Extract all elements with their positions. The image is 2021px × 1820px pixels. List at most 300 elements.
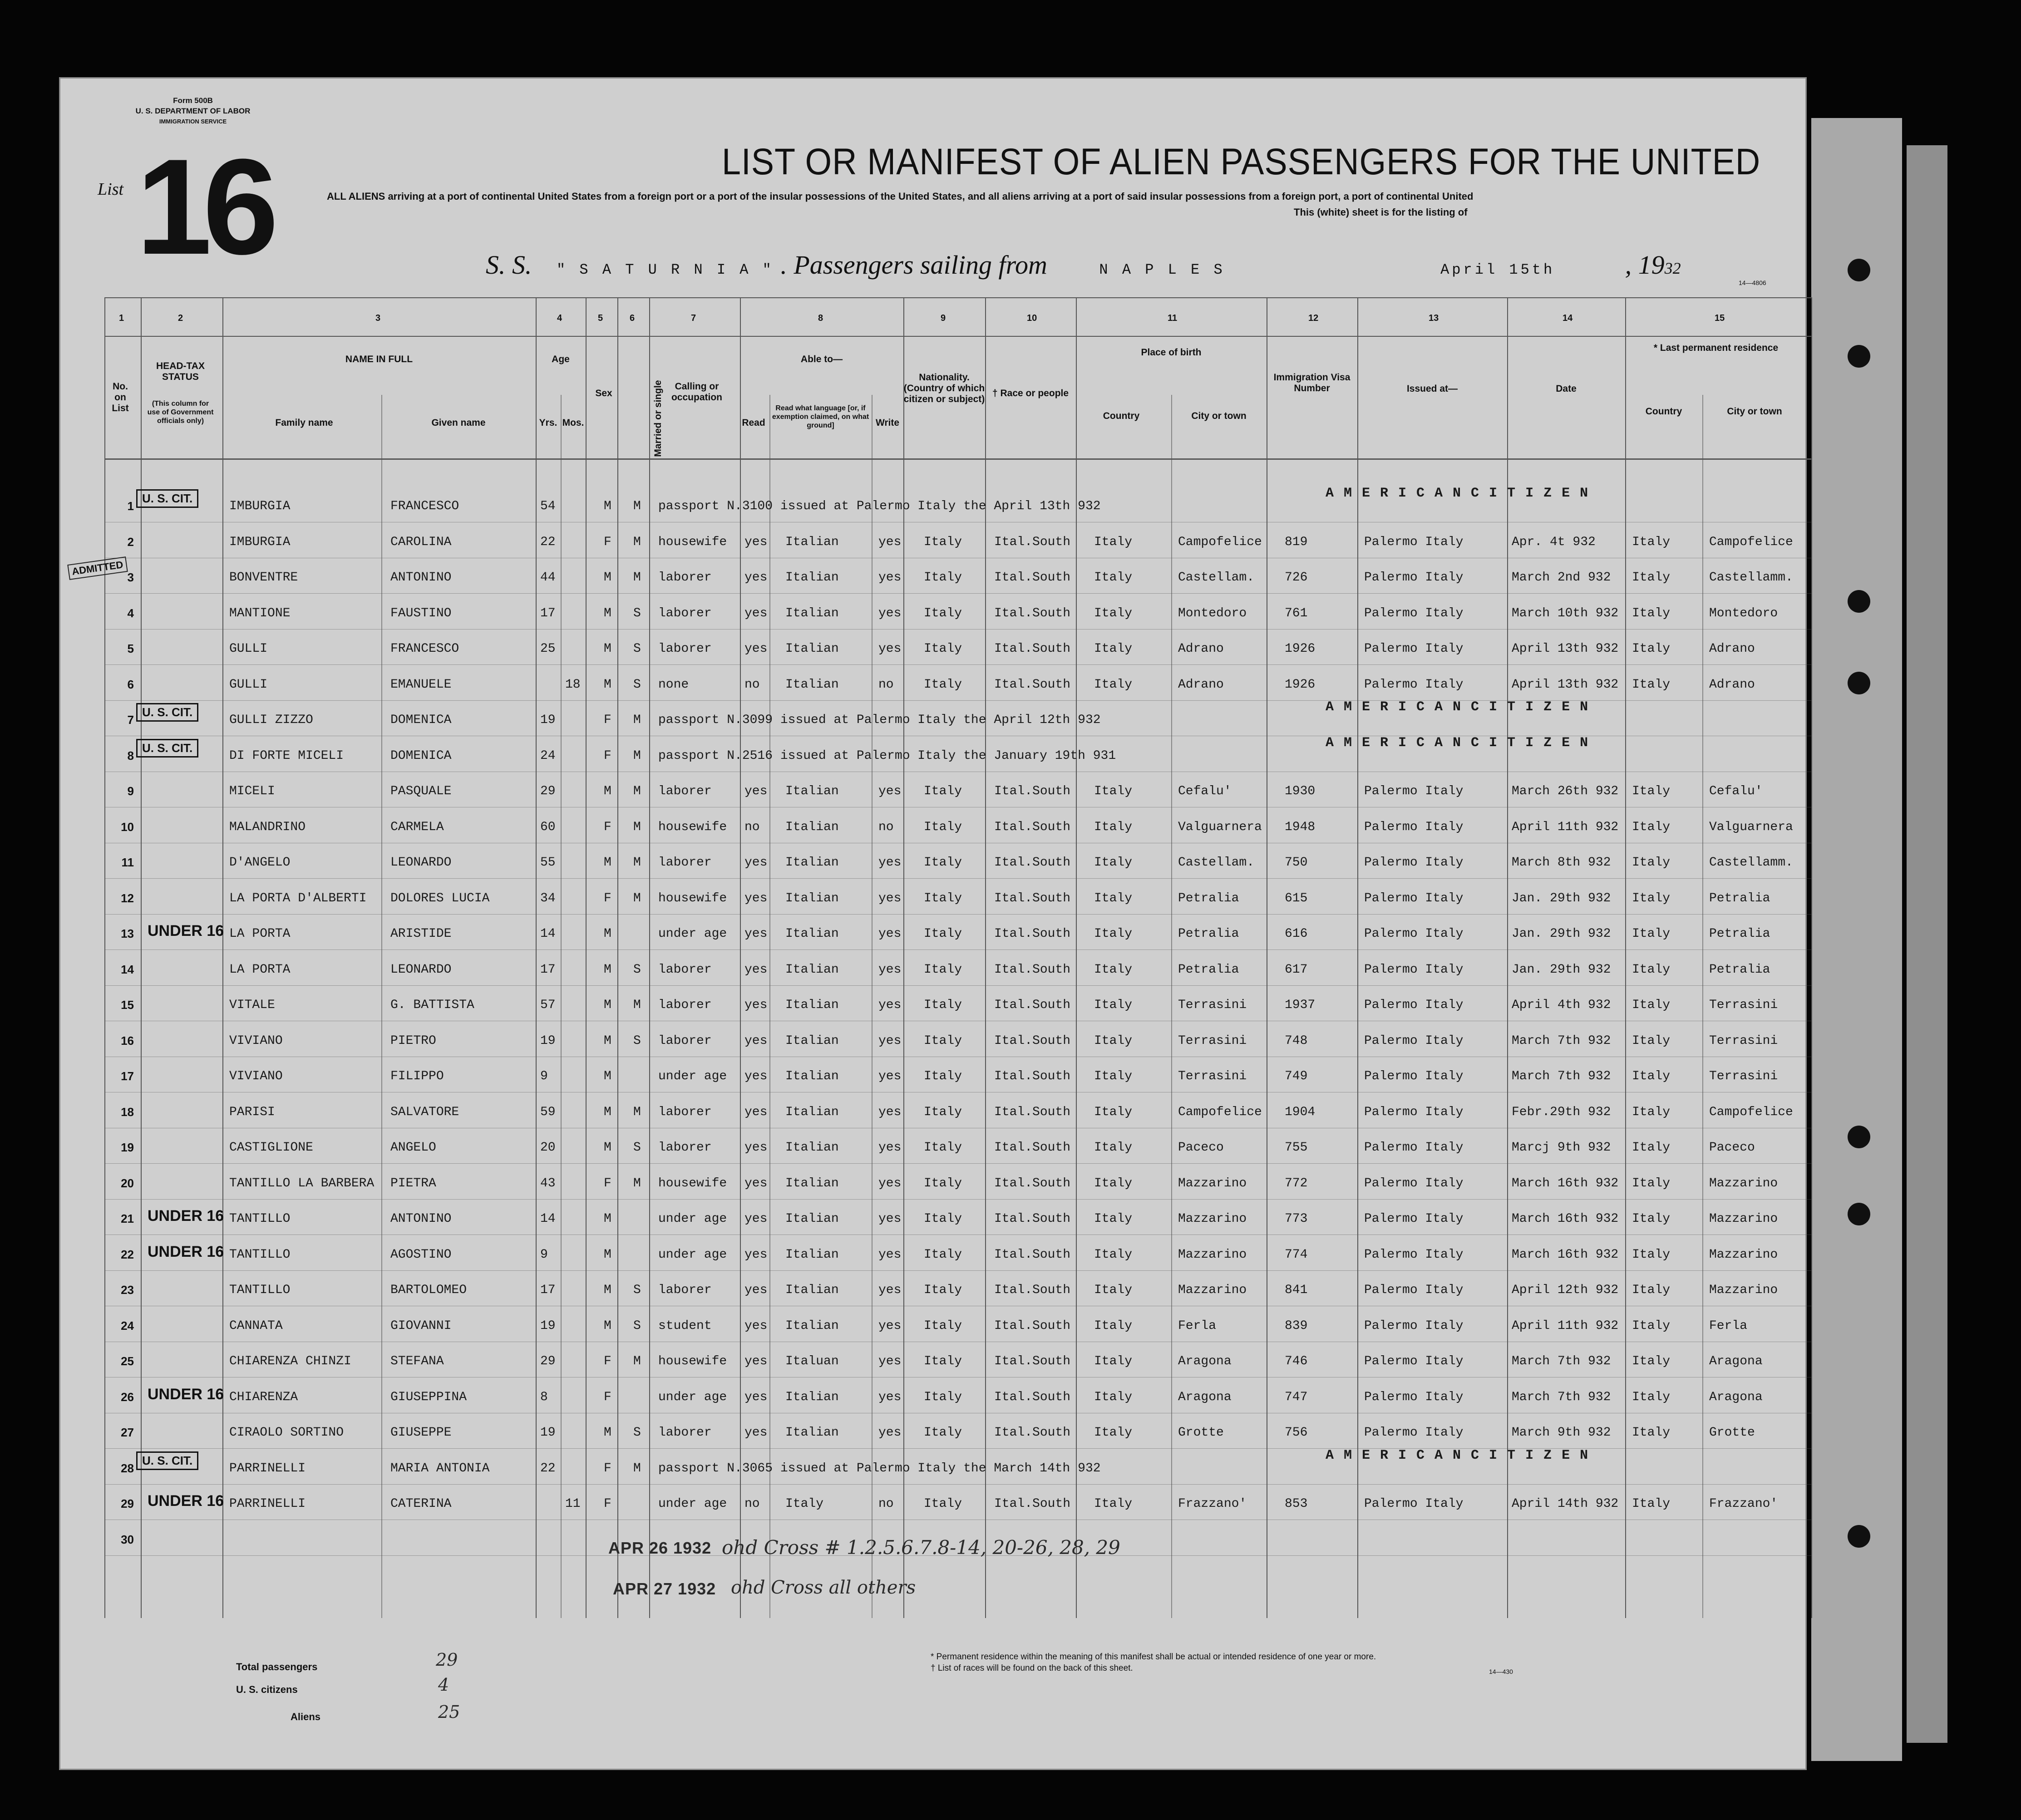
residence-city-cell: Frazzano' [1709,1497,1778,1511]
family-name-cell: PARRINELLI [229,1497,306,1511]
grid-line [903,297,904,1618]
grid-line [985,297,986,1618]
issued-at-cell: Palermo Italy [1364,1390,1464,1404]
residence-city-cell: Petralia [1709,927,1770,941]
family-name-cell: LA PORTA [229,927,291,941]
date-stamp: APR 26 1932 [608,1539,712,1557]
visa-number-cell: 756 [1285,1426,1308,1440]
nationality-cell: Italy [924,1283,962,1297]
birth-country-cell: Italy [1094,891,1133,905]
write-cell: yes [878,927,902,941]
list-label: List [98,180,124,199]
birth-city-cell: Terrasini [1178,1033,1247,1048]
residence-country-cell: Italy [1632,606,1671,620]
issued-at-cell: Palermo Italy [1364,1212,1464,1226]
marital-status-cell: M [633,1105,641,1119]
write-cell: yes [878,606,902,620]
issued-at-cell: Palermo Italy [1364,1426,1464,1440]
occupation-cell: laborer [658,784,712,798]
occupation-cell: passport N.3099 issued at Palermo Italy the April 12th 932 [658,713,1101,727]
language-cell: Italian [785,820,839,834]
residence-country-cell: Italy [1632,1141,1671,1155]
residence-city-cell: Aragona [1709,1354,1763,1368]
ship-name: " S A T U R N I A " [557,261,774,278]
occupation-cell: under age [658,1212,727,1226]
occupation-cell: passport N.3065 issued at Palermo Italy the March 14th 932 [658,1461,1101,1476]
birth-city-cell: Campofelice [1178,1105,1262,1119]
row-line [104,1270,1811,1271]
language-cell: Italian [785,677,839,692]
birth-city-cell: Adrano [1178,677,1224,692]
birth-country-cell: Italy [1094,1318,1133,1333]
visa-date-cell: April 11th 932 [1512,1318,1619,1333]
header-yrs: Yrs. [539,418,557,428]
year-suffix: 32 [1664,259,1681,277]
sex-cell: M [604,571,611,585]
visa-date-cell: March 7th 932 [1512,1069,1611,1083]
visa-number-cell: 726 [1285,571,1308,585]
visa-date-cell: Febr.29th 932 [1512,1105,1611,1119]
manifest-sheet [59,77,1807,1770]
subtitle-instructions: ALL ALIENS arriving at a port of continental United States from a foreign port or a port of the insular possessions of the United States, and all aliens arriving at a port of said insular possessions from a foreign port, a port of continental United [327,191,1474,202]
birth-country-cell: Italy [1094,1283,1133,1297]
given-name-cell: STEFANA [390,1354,444,1368]
header-calling: Calling or occupation [671,381,722,403]
birth-city-cell: Petralia [1178,891,1239,905]
race-cell: Ital.South [994,1105,1071,1119]
residence-country-cell: Italy [1632,820,1671,834]
residence-city-cell: Valguarnera [1709,820,1793,834]
family-name-cell: CIRAOLO SORTINO [229,1426,344,1440]
grid-line [536,297,537,1618]
issued-at-cell: Palermo Italy [1364,1354,1464,1368]
write-cell: yes [878,962,902,977]
visa-date-cell: April 12th 932 [1512,1283,1619,1297]
race-cell: Ital.South [994,1212,1071,1226]
row-number: 23 [121,1283,134,1297]
age-years-cell: 19 [540,1033,556,1048]
birth-country-cell: Italy [1094,1354,1133,1368]
header-mos: Mos. [562,418,584,428]
birth-city-cell: Ferla [1178,1318,1217,1333]
residence-city-cell: Campofelice [1709,1105,1793,1119]
age-years-cell: 17 [540,1283,556,1297]
language-cell: Italian [785,1033,839,1048]
header-last-residence: * Last permanent residence [1653,343,1779,353]
family-name-cell: TANTILLO [229,1283,291,1297]
visa-number-cell: 1904 [1285,1105,1316,1119]
birth-country-cell: Italy [1094,642,1133,656]
occupation-cell: laborer [658,998,712,1012]
residence-city-cell: Terrasini [1709,1033,1778,1048]
under-16-stamp: UNDER 16 [148,1243,224,1260]
age-years-cell: 8 [540,1390,548,1404]
aliens-value: 25 [438,1702,460,1722]
race-cell: Ital.South [994,1497,1071,1511]
read-cell: yes [744,998,768,1012]
grid-line [1076,297,1077,1618]
issued-at-cell: Palermo Italy [1364,1033,1464,1048]
header-birth-city: City or town [1191,411,1247,421]
grid-line [649,297,650,1618]
footnote-residence: * Permanent residence within the meaning of this manifest shall be actual or intended residence of one year or more. [931,1652,1376,1662]
birth-city-cell: Terrasini [1178,1069,1247,1083]
language-cell: Italian [785,1141,839,1155]
given-name-cell: ANTONINO [390,571,452,585]
family-name-cell: MICELI [229,784,275,798]
race-cell: Ital.South [994,535,1071,549]
visa-number-cell: 750 [1285,856,1308,870]
birth-country-cell: Italy [1094,784,1133,798]
marital-status-cell: S [633,606,641,620]
residence-country-cell: Italy [1632,1390,1671,1404]
form-identifier [98,95,288,127]
row-number: 7 [127,713,134,727]
residence-city-cell: Mazzarino [1709,1247,1778,1262]
write-cell: yes [878,642,902,656]
issued-at-cell: Palermo Italy [1364,962,1464,977]
language-cell: Italian [785,1318,839,1333]
race-cell: Ital.South [994,962,1071,977]
us-citizen-stamp: U. S. CIT. [136,703,198,722]
read-cell: yes [744,1354,768,1368]
birth-city-cell: Cefalu' [1178,784,1232,798]
residence-city-cell: Adrano [1709,677,1755,692]
write-cell: yes [878,1318,902,1333]
given-name-cell: FAUSTINO [390,606,452,620]
nationality-cell: Italy [924,642,962,656]
sex-cell: M [604,499,611,513]
sex-cell: M [604,784,611,798]
grid-line [104,458,1811,460]
write-cell: yes [878,1247,902,1262]
sex-cell: M [604,1069,611,1083]
visa-number-cell: 1926 [1285,677,1316,692]
nationality-cell: Italy [924,1390,962,1404]
visa-date-cell: March 7th 932 [1512,1354,1611,1368]
birth-city-cell: Castellam. [1178,571,1255,585]
nationality-cell: Italy [924,1141,962,1155]
family-name-cell: VIVIANO [229,1033,283,1048]
visa-date-cell: March 16th 932 [1512,1176,1619,1190]
grid-line [617,297,618,1618]
sex-cell: F [604,891,611,905]
nationality-cell: Italy [924,1318,962,1333]
issued-at-cell: Palermo Italy [1364,1141,1464,1155]
grid-line [1811,297,1812,1618]
language-cell: Italian [785,784,839,798]
nationality-cell: Italy [924,962,962,977]
row-number: 12 [121,891,134,905]
write-cell: yes [878,1141,902,1155]
age-years-cell: 34 [540,891,556,905]
read-cell: yes [744,856,768,870]
row-line [104,914,1811,915]
binder-hole [1848,672,1870,694]
row-line [104,985,1811,986]
read-cell: yes [744,1247,768,1262]
birth-country-cell: Italy [1094,998,1133,1012]
marital-status-cell: M [633,535,641,549]
given-name-cell: PIETRA [390,1176,436,1190]
sex-cell: F [604,748,611,763]
family-name-cell: GULLI ZIZZO [229,713,313,727]
row-number: 9 [127,784,134,798]
marital-status-cell: S [633,677,641,692]
row-number: 26 [121,1390,134,1404]
form-code-bottom: 14—430 [1489,1668,1513,1675]
family-name-cell: VIVIANO [229,1069,283,1083]
occupation-cell: housewife [658,1354,727,1368]
sailing-line [486,250,1681,280]
sex-cell: M [604,677,611,692]
family-name-cell: PARRINELLI [229,1461,306,1476]
family-name-cell: GULLI [229,642,268,656]
write-cell: no [878,820,894,834]
write-cell: yes [878,571,902,585]
sex-cell: M [604,998,611,1012]
birth-country-cell: Italy [1094,1105,1133,1119]
birth-city-cell: Grotte [1178,1426,1224,1440]
read-cell: yes [744,535,768,549]
read-cell: yes [744,1283,768,1297]
sex-cell: M [604,856,611,870]
residence-country-cell: Italy [1632,1497,1671,1511]
residence-country-cell: Italy [1632,1033,1671,1048]
age-years-cell: 17 [540,606,556,620]
birth-country-cell: Italy [1094,677,1133,692]
row-line [104,1484,1811,1485]
row-number: 30 [121,1532,134,1546]
header-family-name: Family name [275,418,333,428]
write-cell: yes [878,1390,902,1404]
age-months-cell: 18 [565,677,581,692]
language-cell: Italian [785,606,839,620]
occupation-cell: passport N.3100 issued at Palermo Italy the April 13th 932 [658,499,1101,513]
birth-city-cell: Petralia [1178,927,1239,941]
grid-line [222,297,223,1618]
family-name-cell: LA PORTA D'ALBERTI [229,891,367,905]
visa-number-cell: 1948 [1285,820,1316,834]
visa-number-cell: 755 [1285,1141,1308,1155]
sex-cell: M [604,962,611,977]
visa-date-cell: March 26th 932 [1512,784,1619,798]
birth-country-cell: Italy [1094,1497,1133,1511]
visa-number-cell: 1937 [1285,998,1316,1012]
row-number: 8 [127,748,134,762]
visa-date-cell: April 13th 932 [1512,677,1619,692]
row-number: 19 [121,1141,134,1154]
occupation-cell: passport N.2516 issued at Palermo Italy the January 19th 931 [658,748,1116,763]
column-number: 9 [941,313,946,323]
age-years-cell: 17 [540,962,556,977]
issued-at-cell: Palermo Italy [1364,1105,1464,1119]
race-cell: Ital.South [994,856,1071,870]
visa-number-cell: 746 [1285,1354,1308,1368]
sex-cell: F [604,1497,611,1511]
visa-number-cell: 747 [1285,1390,1308,1404]
marital-status-cell: M [633,998,641,1012]
race-cell: Ital.South [994,1426,1071,1440]
residence-country-cell: Italy [1632,927,1671,941]
visa-date-cell: March 7th 932 [1512,1033,1611,1048]
family-name-cell: DI FORTE MICELI [229,748,344,763]
nationality-cell: Italy [924,820,962,834]
nationality-cell: Italy [924,1354,962,1368]
visa-number-cell: 749 [1285,1069,1308,1083]
marital-status-cell: M [633,1176,641,1190]
read-cell: no [744,820,760,834]
sex-cell: M [604,1141,611,1155]
birth-country-cell: Italy [1094,1212,1133,1226]
race-cell: Ital.South [994,891,1071,905]
age-years-cell: 59 [540,1105,556,1119]
family-name-cell: D'ANGELO [229,856,291,870]
visa-date-cell: Jan. 29th 932 [1512,962,1611,977]
residence-city-cell: Montedoro [1709,606,1778,620]
sex-cell: M [604,1033,611,1048]
read-cell: yes [744,606,768,620]
family-name-cell: PARISI [229,1105,275,1119]
issued-at-cell: Palermo Italy [1364,642,1464,656]
issued-at-cell: Palermo Italy [1364,998,1464,1012]
header-birth-country: Country [1103,411,1140,421]
grid-line [104,297,1811,298]
language-cell: Italian [785,535,839,549]
issued-at-cell: Palermo Italy [1364,1069,1464,1083]
binder-hole [1848,1126,1870,1148]
residence-country-cell: Italy [1632,1069,1671,1083]
occupation-cell: under age [658,1247,727,1262]
row-line [104,629,1811,630]
visa-number-cell: 839 [1285,1318,1308,1333]
marital-status-cell: S [633,1283,641,1297]
age-years-cell: 60 [540,820,556,834]
family-name-cell: MANTIONE [229,606,291,620]
footnote-races: † List of races will be found on the back of this sheet. [931,1663,1133,1673]
residence-city-cell: Ferla [1709,1318,1748,1333]
form-number: Form 500B [173,96,213,105]
row-line [104,1199,1811,1200]
write-cell: no [878,677,894,692]
race-cell: Ital.South [994,1247,1071,1262]
residence-city-cell: Mazzarino [1709,1212,1778,1226]
marital-status-cell: M [633,571,641,585]
occupation-cell: laborer [658,1141,712,1155]
residence-country-cell: Italy [1632,642,1671,656]
age-years-cell: 55 [540,856,556,870]
service-name: IMMIGRATION SERVICE [159,118,227,125]
birth-country-cell: Italy [1094,856,1133,870]
residence-country-cell: Italy [1632,535,1671,549]
column-number: 4 [557,313,562,323]
sex-cell: M [604,1247,611,1262]
row-number: 16 [121,1033,134,1048]
row-number: 11 [121,856,134,869]
birth-country-cell: Italy [1094,571,1133,585]
sex-cell: M [604,1105,611,1119]
family-name-cell: MALANDRINO [229,820,306,834]
language-cell: Italian [785,1283,839,1297]
row-line [104,664,1811,665]
residence-country-cell: Italy [1632,1212,1671,1226]
nationality-cell: Italy [924,1212,962,1226]
residence-country-cell: Italy [1632,1283,1671,1297]
sex-cell: F [604,1390,611,1404]
race-cell: Ital.South [994,927,1071,941]
given-name-cell: CAROLINA [390,535,452,549]
header-place-of-birth: Place of birth [1141,347,1202,358]
language-cell: Italy [785,1497,824,1511]
grid-line [381,395,382,1618]
language-cell: Italian [785,1105,839,1119]
sex-cell: M [604,1283,611,1297]
marital-status-cell: M [633,891,641,905]
column-number: 13 [1429,313,1439,323]
american-citizen-note: A M E R I C A N C I T I Z E N [1326,699,1589,715]
row-number: 20 [121,1176,134,1190]
marital-status-cell: M [633,856,641,870]
residence-country-cell: Italy [1632,1176,1671,1190]
read-cell: no [744,677,760,692]
header-issued-at: Issued at— [1406,384,1458,394]
binder-hole [1848,1203,1870,1225]
family-name-cell: VITALE [229,998,275,1012]
column-number: 1 [119,313,124,323]
birth-city-cell: Mazzarino [1178,1247,1247,1262]
nationality-cell: Italy [924,1426,962,1440]
year-label: , 19 [1625,250,1665,280]
birth-country-cell: Italy [1094,1141,1133,1155]
occupation-cell: laborer [658,1283,712,1297]
age-years-cell: 19 [540,713,556,727]
row-number: 21 [121,1212,134,1225]
residence-city-cell: Aragona [1709,1390,1763,1404]
birth-city-cell: Montedoro [1178,606,1247,620]
residence-country-cell: Italy [1632,1318,1671,1333]
birth-country-cell: Italy [1094,1176,1133,1190]
marital-status-cell: S [633,1426,641,1440]
family-name-cell: TANTILLO [229,1247,291,1262]
occupation-cell: housewife [658,820,727,834]
residence-country-cell: Italy [1632,1247,1671,1262]
row-number: 1 [127,499,134,513]
residence-city-cell: Petralia [1709,962,1770,977]
header-nationality: Nationality. (Country of which citizen or subject) [903,372,985,404]
race-cell: Ital.South [994,1069,1071,1083]
write-cell: yes [878,891,902,905]
visa-date-cell: April 4th 932 [1512,998,1611,1012]
age-years-cell: 57 [540,998,556,1012]
underlying-page-edge [1907,145,1947,1743]
sex-cell: F [604,1354,611,1368]
american-citizen-note: A M E R I C A N C I T I Z E N [1326,1447,1589,1463]
race-cell: Ital.South [994,1033,1071,1048]
residence-country-cell: Italy [1632,998,1671,1012]
column-number: 11 [1168,313,1178,323]
header-write: Write [875,418,900,428]
given-name-cell: MARIA ANTONIA [390,1461,490,1476]
birth-city-cell: Castellam. [1178,856,1255,870]
header-residence-city: City or town [1727,406,1782,417]
sex-cell: F [604,535,611,549]
occupation-cell: laborer [658,1105,712,1119]
residence-country-cell: Italy [1632,677,1671,692]
family-name-cell: CHIARENZA CHINZI [229,1354,351,1368]
issued-at-cell: Palermo Italy [1364,1247,1464,1262]
occupation-cell: housewife [658,535,727,549]
write-cell: yes [878,998,902,1012]
